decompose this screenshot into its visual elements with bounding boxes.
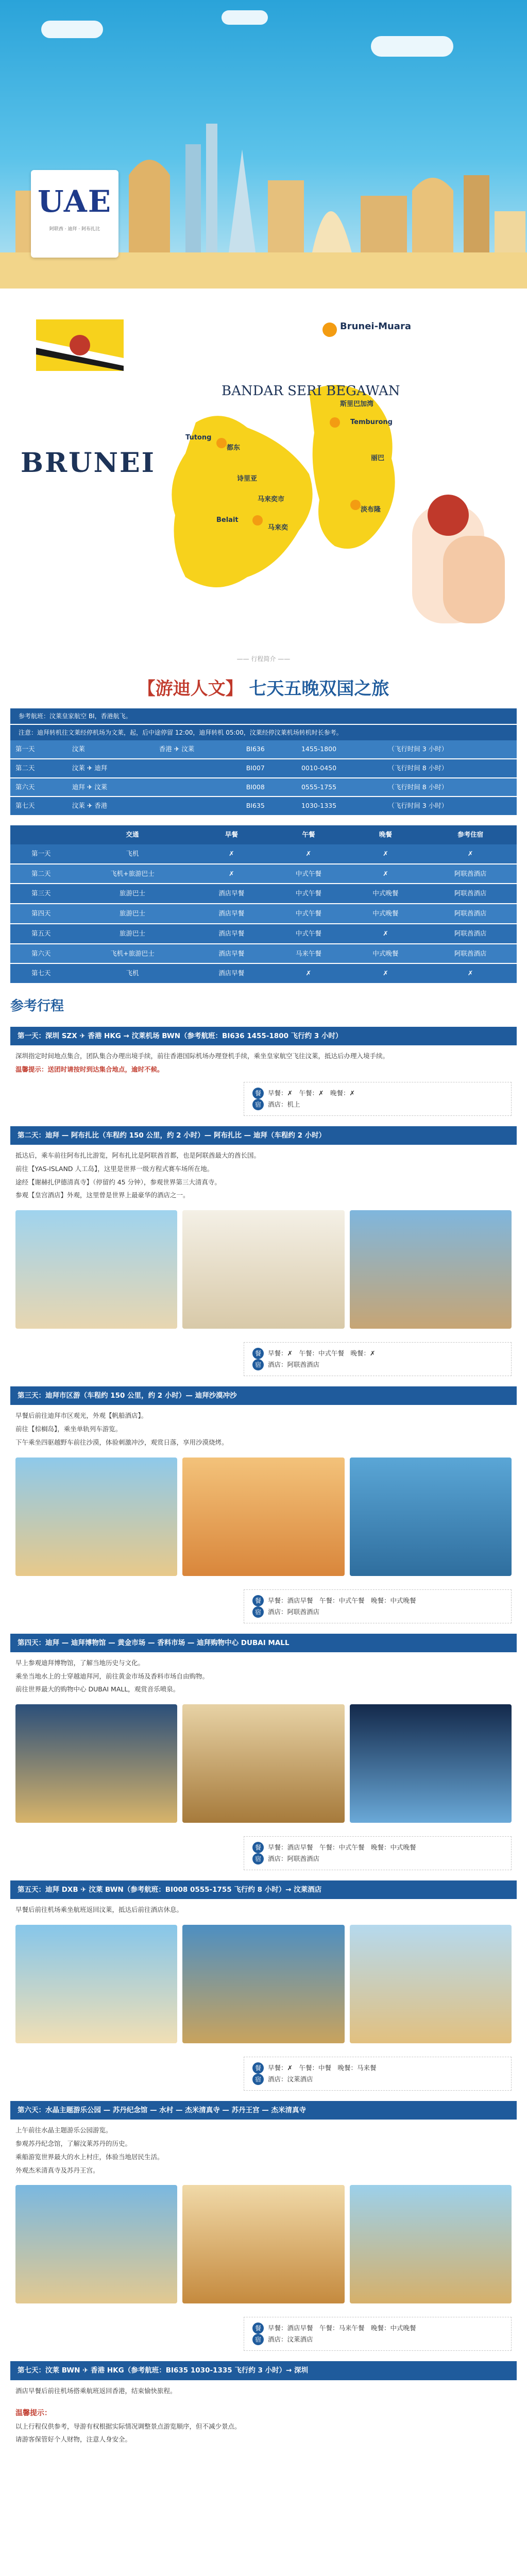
flight-cell: 汶莱 xyxy=(67,740,154,759)
day3-stay: 酒店：阿联酋酒店 xyxy=(268,1607,320,1616)
schedule-row xyxy=(10,844,517,864)
day6-body xyxy=(0,2126,527,2175)
flight-info xyxy=(0,708,527,816)
day5-meal: 早餐：✗ 午餐：中餐 晚餐：马来餐 xyxy=(268,2064,377,2072)
tutong-cn-label: 都东 xyxy=(227,444,241,452)
capital-label: BANDAR SERI BEGAWAN xyxy=(222,383,400,399)
ref-title: 参考行程 xyxy=(10,998,64,1014)
photo xyxy=(15,1210,177,1329)
hotel-icon: 宿 xyxy=(252,1853,264,1865)
schedule-cell: 第一天 xyxy=(10,844,72,864)
schedule-cell: 飞机+旅游巴士 xyxy=(72,864,193,884)
day6-photos xyxy=(0,2179,527,2310)
meal-icon: 餐 xyxy=(252,1088,264,1099)
schedule-cell: 旅游巴士 xyxy=(72,884,193,904)
day5-photos xyxy=(0,1919,527,2049)
day2-p1: 抵达后，乘车前往阿布扎比游览，阿布扎比是阿联酋首都，也是阿联酋最大的酋长国。 xyxy=(15,1151,261,1159)
day6-p1: 上午前往水晶主题游乐公园游览。 xyxy=(15,2126,112,2134)
flight-cell: （飞行时间 3 小时） xyxy=(383,796,517,816)
day1-meal-box xyxy=(244,1082,512,1116)
day3-p1: 早餐后前往迪拜市区观光，外观【帆船酒店】。 xyxy=(15,1412,148,1420)
schedule-cell: 阿联酋酒店 xyxy=(424,944,517,964)
day5-body xyxy=(0,1905,527,1915)
cloud xyxy=(222,10,268,25)
schedule-cell: ✗ xyxy=(193,844,270,864)
schedule-table xyxy=(10,825,517,984)
schedule-cell: 中式午餐 xyxy=(270,864,347,884)
schedule-row xyxy=(10,904,517,924)
schedule-header: 午餐 xyxy=(270,825,347,844)
photo xyxy=(182,1925,344,2043)
day6-meal: 早餐：酒店早餐 午餐：马来午餐 晚餐：中式晚餐 xyxy=(268,2324,416,2332)
tips-p2: 请游客保管好个人财物，注意人身安全。 xyxy=(15,2435,132,2443)
schedule-cell: 第三天 xyxy=(10,884,72,904)
flight-cell: 1030-1335 xyxy=(296,796,383,816)
photo xyxy=(15,1704,177,1823)
day2-body xyxy=(0,1151,527,1200)
schedule-cell: 飞机+旅游巴士 xyxy=(72,944,193,964)
uae-badge xyxy=(31,170,118,258)
day6-meal-box xyxy=(244,2317,512,2351)
schedule-cell: 第五天 xyxy=(10,924,72,944)
schedule-header: 晚餐 xyxy=(347,825,424,844)
day4-p3: 前往世界最大的购物中心 DUBAI MALL，观赏音乐喷泉。 xyxy=(15,1685,180,1693)
schedule-cell: 阿联酋酒店 xyxy=(424,864,517,884)
photo xyxy=(350,1704,512,1823)
flight-cell: 0010-0450 xyxy=(296,759,383,778)
schedule-row xyxy=(10,884,517,904)
day3-p3: 下午乘坐四驱越野车前往沙漠，体验刺激冲沙，观赏日落，享用沙漠烧烤。 xyxy=(15,1438,228,1446)
tips-title: 温馨提示： xyxy=(15,2409,52,2418)
day6-p2: 参观苏丹纪念馆，了解汶莱苏丹的历史。 xyxy=(15,2140,132,2147)
schedule-cell: 旅游巴士 xyxy=(72,924,193,944)
day2-p4: 参观【皇宫酒店】外观，这里曾是世界上最豪华的酒店之一。 xyxy=(15,1191,190,1199)
schedule-header: 交通 xyxy=(72,825,193,844)
day6-stay: 酒店：汶莱酒店 xyxy=(268,2335,313,2344)
schedule-cell: 马来午餐 xyxy=(270,944,347,964)
day5-stay: 酒店：汶莱酒店 xyxy=(268,2075,313,2083)
schedule-cell: 中式晚餐 xyxy=(347,884,424,904)
schedule-cell: 中式午餐 xyxy=(270,904,347,924)
flight-cell: 第六天 xyxy=(10,778,67,797)
schedule-cell: ✗ xyxy=(193,864,270,884)
flight-cell: 香港 ✈ 汶莱 xyxy=(154,740,241,759)
day6-p3: 乘船游览世界最大的水上村庄，体验当地居民生活。 xyxy=(15,2153,164,2161)
belait-cn-label: 马来奕 xyxy=(268,524,288,532)
bsb-cn-label: 斯里巴加湾 xyxy=(340,400,374,408)
day5-meal-box xyxy=(244,2057,512,2091)
day3-p2: 前往【棕榈岛】，乘坐单轨列车游览。 xyxy=(15,1425,122,1433)
flight-ref: 参考航班：汶莱皇家航空 BI，香港航飞。 xyxy=(10,708,517,724)
photo xyxy=(350,1210,512,1329)
belait-label: Belait xyxy=(216,516,239,524)
meal-icon: 餐 xyxy=(252,2323,264,2334)
uae-brand: UAE xyxy=(37,184,112,219)
photo xyxy=(350,2185,512,2303)
flight-cell: BI636 xyxy=(241,740,296,759)
day3-body xyxy=(0,1411,527,1447)
day2-p3: 途经【谢赫扎伊德清真寺】（停留约 45 分钟），参观世界第三大清真寺。 xyxy=(15,1178,221,1186)
schedule-cell: ✗ xyxy=(424,963,517,984)
brunei-map xyxy=(0,289,527,649)
day3-band: 第三天：迪拜市区游（车程约 150 公里，约 2 小时）— 迪拜沙漠冲沙 xyxy=(10,1386,517,1405)
flight-row xyxy=(10,759,517,778)
muara-label: Brunei-Muara xyxy=(340,321,411,332)
flight-cell: （飞行时间 8 小时） xyxy=(383,778,517,797)
meal-icon: 餐 xyxy=(252,2062,264,2074)
flight-cell: 第七天 xyxy=(10,796,67,816)
photo xyxy=(350,1925,512,2043)
tour-main-title: 七天五晚双国之旅 xyxy=(249,679,389,699)
day4-photos xyxy=(0,1698,527,1829)
map-place-b: 马来奕市 xyxy=(258,496,285,503)
day2-meal: 早餐：✗ 午餐：中式午餐 晚餐：✗ xyxy=(268,1349,376,1357)
meal-icon: 餐 xyxy=(252,1842,264,1853)
schedule-cell: 阿联酋酒店 xyxy=(424,904,517,924)
day4-p2: 乘坐当地水上的士穿越迪拜河，前往黄金市场及香料市场自由购物。 xyxy=(15,1672,209,1680)
day2-band: 第二天：迪拜 — 阿布扎比（车程约 150 公里，约 2 小时）— 阿布扎比 — 迪拜（车程约 2 小时） xyxy=(10,1126,517,1145)
day5-p1: 早餐后前往机场乘坐航班返回汶莱，抵达后前往酒店休息。 xyxy=(15,1906,183,1914)
schedule-cell: 酒店早餐 xyxy=(193,884,270,904)
sand-ground xyxy=(0,252,527,289)
day1-p1: 深圳指定时间地点集合，团队集合办理出境手续，前往香港国际机场办理登机手续，乘坐皇家航空飞往汶莱，抵达后办理入境手续。 xyxy=(15,1052,389,1060)
hotel-icon: 宿 xyxy=(252,1606,264,1618)
photo xyxy=(182,1210,344,1329)
schedule-row xyxy=(10,944,517,964)
flight-cell: BI008 xyxy=(241,778,296,797)
flight-cell: 第一天 xyxy=(10,740,67,759)
hotel-icon: 宿 xyxy=(252,1359,264,1370)
day3-meal-box xyxy=(244,1589,512,1623)
tips-body xyxy=(0,2422,527,2445)
schedule-cell: 阿联酋酒店 xyxy=(424,884,517,904)
uae-sub: 阿联酋 · 迪拜 · 阿布扎比 xyxy=(49,227,100,232)
temburong-label: Temburong xyxy=(350,418,393,426)
flight-cell: 迪拜 ✈ 汶莱 xyxy=(67,778,154,797)
day2-meal-box xyxy=(244,1342,512,1376)
schedule-cell: 中式午餐 xyxy=(270,884,347,904)
flight-row xyxy=(10,778,517,797)
schedule-cell: 酒店早餐 xyxy=(193,924,270,944)
day4-p1: 早上参观迪拜博物馆，了解当地历史与文化。 xyxy=(15,1658,145,1667)
flight-cell xyxy=(154,759,241,778)
map-place-c: 丽巴 xyxy=(371,454,385,462)
schedule-cell: 中式晚餐 xyxy=(347,904,424,924)
day4-stay: 酒店：阿联酋酒店 xyxy=(268,1855,320,1862)
map-place-a: 诗里亚 xyxy=(237,475,258,483)
schedule-cell: 第四天 xyxy=(10,904,72,924)
photo xyxy=(182,1704,344,1823)
day3-photos xyxy=(0,1451,527,1582)
schedule-cell: 中式午餐 xyxy=(270,924,347,944)
hero-banner xyxy=(0,0,527,289)
day1-p2: 温馨提示：送团时请按时到达集合地点，逾时不候。 xyxy=(15,1065,164,1073)
flight-cell: 第二天 xyxy=(10,759,67,778)
day2-p2: 前往【YAS-ISLAND 人工岛】，这里是世界一级方程式赛车场所在地。 xyxy=(15,1164,214,1173)
day1-stay: 酒店：机上 xyxy=(268,1100,300,1108)
schedule-cell: ✗ xyxy=(347,963,424,984)
schedule-header: 参考住宿 xyxy=(424,825,517,844)
day6-p4: 外观杰米清真寺及苏丹王宫。 xyxy=(15,2166,99,2174)
schedule-row xyxy=(10,864,517,884)
photo xyxy=(182,2185,344,2303)
flight-route-note: 注意：迪拜转机往文莱经停机场为文莱，起，后中途停留 12:00，迪拜转机 05:00，汶莱经停汶莱机场转机时长参考。 xyxy=(10,725,517,740)
flight-cell: （飞行时间 8 小时） xyxy=(383,759,517,778)
day6-band: 第六天：水晶主题游乐公园 — 苏丹纪念馆 — 水村 — 杰米清真寺 — 苏丹王宫 — 杰米清真寺 xyxy=(10,2101,517,2120)
photo xyxy=(15,1925,177,2043)
flight-cell: 0555-1755 xyxy=(296,778,383,797)
photo xyxy=(350,1458,512,1576)
schedule-cell: 第七天 xyxy=(10,963,72,984)
day1-body xyxy=(0,1052,527,1075)
meal-icon: 餐 xyxy=(252,1348,264,1359)
schedule-cell: 阿联酋酒店 xyxy=(424,924,517,944)
flight-cell: 1455-1800 xyxy=(296,740,383,759)
schedule-header xyxy=(10,825,72,844)
hotel-icon: 宿 xyxy=(252,2074,264,2085)
schedule-cell: 飞机 xyxy=(72,844,193,864)
flight-cell: 汶莱 ✈ 迪拜 xyxy=(67,759,154,778)
tutong-label: Tutong xyxy=(185,434,212,442)
photo xyxy=(182,1458,344,1576)
schedule-cell: 酒店早餐 xyxy=(193,944,270,964)
flight-cell: BI635 xyxy=(241,796,296,816)
temburong-cn-label: 淡布隆 xyxy=(361,506,381,514)
photo xyxy=(15,2185,177,2303)
flight-row xyxy=(10,740,517,759)
meal-icon: 餐 xyxy=(252,1595,264,1606)
schedule-row xyxy=(10,924,517,944)
day4-body xyxy=(0,1658,527,1694)
day2-photos xyxy=(0,1204,527,1335)
hotel-icon: 宿 xyxy=(252,2334,264,2345)
map-country-title: BRUNEI xyxy=(21,447,156,479)
schedule-cell: 飞机 xyxy=(72,963,193,984)
schedule-cell: ✗ xyxy=(347,864,424,884)
schedule-header: 早餐 xyxy=(193,825,270,844)
schedule-cell: 中式晚餐 xyxy=(347,944,424,964)
hotel-icon: 宿 xyxy=(252,1099,264,1110)
day4-meal: 早餐：酒店早餐 午餐：中式午餐 晚餐：中式晚餐 xyxy=(268,1843,416,1851)
day4-meal-box xyxy=(244,1836,512,1870)
flight-table xyxy=(10,740,517,816)
schedule-cell: 第六天 xyxy=(10,944,72,964)
schedule-cell: ✗ xyxy=(424,844,517,864)
schedule-cell: 旅游巴士 xyxy=(72,904,193,924)
cloud xyxy=(371,36,453,57)
flight-cell xyxy=(154,796,241,816)
flight-row xyxy=(10,796,517,816)
cloud xyxy=(41,21,103,38)
schedule-cell: ✗ xyxy=(347,844,424,864)
section-divider: —— 行程简介 —— xyxy=(236,655,291,663)
schedule-cell: 酒店早餐 xyxy=(193,963,270,984)
photo xyxy=(15,1458,177,1576)
schedule-row xyxy=(10,963,517,984)
schedule-block xyxy=(0,825,527,984)
flight-cell: 汶莱 ✈ 香港 xyxy=(67,796,154,816)
schedule-cell: 酒店早餐 xyxy=(193,904,270,924)
flight-cell xyxy=(154,778,241,797)
tips-p1: 以上行程仅供参考，导游有权根据实际情况调整景点游览顺序，但不减少景点。 xyxy=(15,2422,241,2431)
day7-p1: 酒店早餐后前往机场搭乘航班返回香港，结束愉快旅程。 xyxy=(15,2386,177,2395)
schedule-cell: ✗ xyxy=(270,844,347,864)
schedule-cell: ✗ xyxy=(270,963,347,984)
day5-band: 第五天：迪拜 DXB ✈ 汶莱 BWN（参考航班：BI008 0555-1755 飞行约 8 小时）→ 汶莱酒店 xyxy=(10,1880,517,1899)
flight-cell: BI007 xyxy=(241,759,296,778)
tour-title xyxy=(0,676,527,702)
day1-meal: 早餐：✗ 午餐：✗ 晚餐：✗ xyxy=(268,1089,355,1097)
day1-band: 第一天：深圳 SZX ✈ 香港 HKG → 汶莱机场 BWN（参考航班：BI636 1455-1800 飞行约 3 小时） xyxy=(10,1027,517,1045)
day7-band: 第七天：汶莱 BWN ✈ 香港 HKG（参考航班：BI635 1030-1335 飞行约 3 小时）→ 深圳 xyxy=(10,2361,517,2380)
schedule-cell: ✗ xyxy=(347,924,424,944)
flight-cell: （飞行时间 3 小时） xyxy=(383,740,517,759)
day7-body xyxy=(0,2386,527,2396)
tour-tag: 【游迪人文】 xyxy=(138,679,243,699)
day4-band: 第四天：迪拜 — 迪拜博物馆 — 黄金市场 — 香料市场 — 迪拜购物中心 DUBAI MALL xyxy=(10,1634,517,1652)
schedule-cell: 第二天 xyxy=(10,864,72,884)
day3-meal: 早餐：酒店早餐 午餐：中式午餐 晚餐：中式晚餐 xyxy=(268,1596,416,1604)
day2-stay: 酒店：阿联酋酒店 xyxy=(268,1361,320,1368)
